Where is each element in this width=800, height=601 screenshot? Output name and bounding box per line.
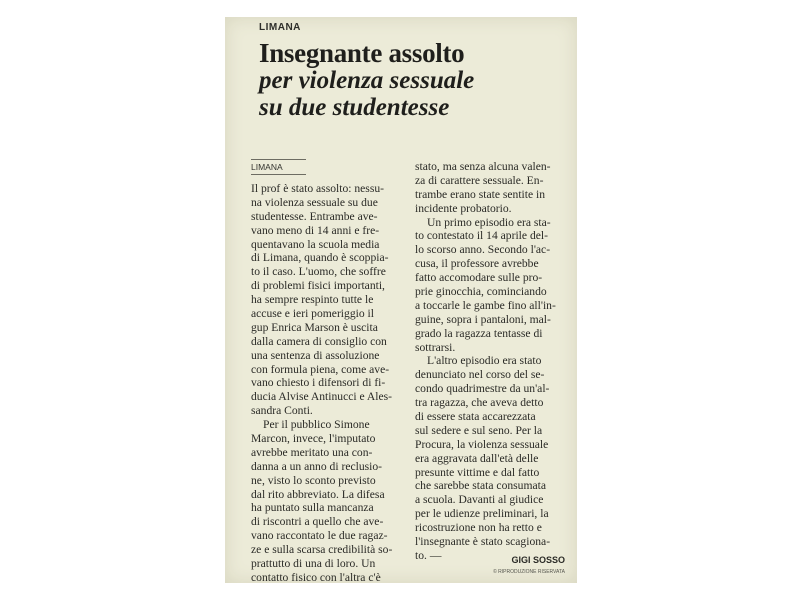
text-line: con formula piena, come ave-	[251, 362, 390, 376]
text-line: avrebbe meritato una con-	[251, 445, 373, 459]
copyright-notice: © RIPRODUZIONE RISERVATA	[493, 569, 565, 575]
text-line: tra ragazza, che aveva detto	[415, 396, 544, 410]
text-line: sul sedere e sul seno. Per la	[415, 423, 543, 437]
text-line: Un primo episodio era sta-	[427, 215, 551, 229]
text-line: danna a un anno di reclusio-	[251, 459, 383, 473]
text-line: to. —	[415, 548, 442, 562]
text-line: to contestato il 14 aprile del-	[415, 229, 548, 243]
text-line: una sentenza di assoluzione	[251, 348, 380, 362]
text-line: dalla camera di consiglio con	[251, 334, 387, 348]
newspaper-clipping	[225, 17, 577, 583]
article-column-left	[251, 182, 413, 583]
text-line: ducia Alvise Antinucci e Ales-	[251, 390, 393, 404]
headline-line-2: per violenza sessuale	[259, 67, 475, 94]
text-line: Per il pubblico Simone	[263, 418, 370, 432]
text-line: accuse e ieri pomeriggio il	[251, 307, 374, 321]
text-line: di riscontri a quello che ave-	[251, 515, 384, 529]
dateline-label: LIMANA	[251, 162, 283, 172]
text-line: lo scorso anno. Secondo l'ac-	[415, 243, 551, 257]
text-line: studentesse. Entrambe ave-	[251, 209, 378, 223]
section-label: LIMANA	[259, 22, 301, 33]
text-line: prie ginocchia, cominciando	[415, 285, 547, 299]
headline	[259, 39, 569, 121]
text-line: gup Enrica Marson è uscita	[251, 320, 378, 334]
text-line: ha sempre respinto tutte le	[251, 293, 374, 307]
text-line: a toccarle le gambe fino all'in-	[415, 298, 556, 312]
text-line: a scuola. Davanti al giudice	[415, 493, 544, 507]
text-line: condo quadrimestre da un'al-	[415, 382, 550, 396]
text-line: dal rito abbreviato. La difesa	[251, 487, 385, 501]
text-line: L'altro episodio era stato	[427, 354, 542, 368]
text-line: fatto accomodare sulle pro-	[415, 271, 543, 285]
text-line: guine, sopra i pantaloni, mal-	[415, 312, 551, 326]
text-line: incidente probatorio.	[415, 201, 512, 215]
headline-line-3: su due studentesse	[259, 94, 450, 121]
text-line: ha puntato sulla mancanza	[251, 501, 374, 515]
text-line: per le udienze preliminari, la	[415, 507, 549, 521]
text-line: sandra Conti.	[251, 404, 313, 418]
text-line: trambe erano state sentite in	[415, 187, 546, 201]
text-line: denunciato nel corso del se-	[415, 368, 545, 382]
text-line: di problemi fisici importanti,	[251, 279, 385, 293]
text-line: vano raccontato le due ragaz-	[251, 529, 388, 543]
divider	[251, 174, 306, 175]
text-line: contatto fisico con l'altra c'è	[251, 570, 381, 583]
text-line: vano chiesto i difensori di fi-	[251, 376, 386, 390]
text-line: ricostruzione non ha retto e	[415, 521, 542, 535]
text-line: Marcon, invece, l'imputato	[251, 432, 376, 446]
text-line: ne, visto lo sconto previsto	[251, 473, 376, 487]
author-byline: GIGI SOSSO	[511, 555, 565, 565]
article-column-right	[415, 160, 575, 563]
text-line: che sarebbe stata consumata	[415, 479, 547, 493]
text-line: na violenza sessuale su due	[251, 195, 378, 209]
text-line: prattutto di una di loro. Un	[251, 557, 376, 571]
text-line: ze e sulla scarsa credibilità so-	[251, 543, 393, 557]
headline-line-1: Insegnante assolto	[259, 38, 465, 68]
text-line: sottrarsi.	[415, 340, 456, 354]
text-line: di essere stata accarezzata	[415, 410, 536, 424]
text-line: Il prof è stato assolto: nessu-	[251, 182, 384, 195]
text-line: grado la ragazza tentasse di	[415, 326, 543, 340]
divider	[251, 159, 306, 160]
text-line: era aggravata dall'età delle	[415, 451, 539, 465]
text-line: to il caso. L'uomo, che soffre	[251, 265, 386, 279]
text-line: vano meno di 14 anni e fre-	[251, 223, 380, 237]
text-line: di Limana, quando è scoppia-	[251, 251, 389, 265]
text-line: Procura, la violenza sessuale	[415, 437, 549, 451]
text-line: stato, ma senza alcuna valen-	[415, 160, 551, 173]
text-line: l'insegnante è stato scagiona-	[415, 535, 551, 549]
text-line: za di carattere sessuale. En-	[415, 173, 544, 187]
text-line: presunte vittime e dal fatto	[415, 465, 540, 479]
text-line: quentavano la scuola media	[251, 237, 380, 251]
text-line: cusa, il professore avrebbe	[415, 257, 539, 271]
